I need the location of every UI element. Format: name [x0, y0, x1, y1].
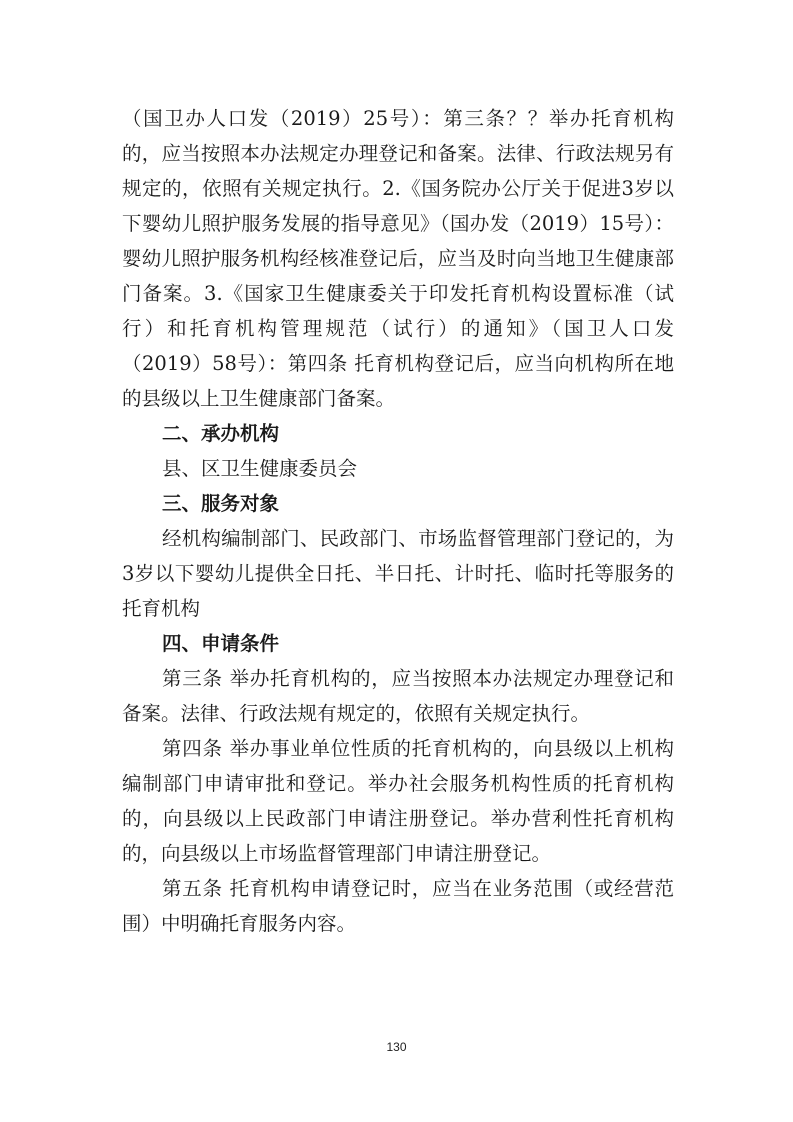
document-body	[122, 101, 674, 941]
paragraph-article-5: 第五条 托育机构申请登记时，应当在业务范围（或经营范围）中明确托育服务内容。	[122, 877, 674, 935]
page-number: 130	[386, 1040, 407, 1054]
paragraph-organizer: 县、区卫生健康委员会	[162, 457, 358, 480]
heading-application-conditions: 四、申请条件	[162, 632, 280, 655]
heading-service-target: 三、服务对象	[162, 492, 280, 515]
paragraph-article-4: 第四条 举办事业单位性质的托育机构的，向县级以上机构编制部门申请审批和登记。举办社会服务机构性质的托育机构的，向县级以上民政部门申请注册登记。举办营利性托育机构的，向县级以上市场监督管理部门申请注册登记。	[122, 737, 674, 865]
paragraph-service-target: 经机构编制部门、民政部门、市场监督管理部门登记的，为3岁以下婴幼儿提供全日托、半日托、计时托、临时托等服务的托育机构	[122, 527, 674, 620]
paragraph-article-3: 第三条 举办托育机构的，应当按照本办法规定办理登记和备案。法律、行政法规有规定的，依照有关规定执行。	[122, 667, 674, 725]
heading-organizer: 二、承办机构	[162, 422, 280, 445]
paragraph-legal-basis-continued: （国卫办人口发（2019）25号）：第三条？？举办托育机构的，应当按照本办法规定办理登记和备案。法律、行政法规另有规定的，依照有关规定执行。2.《国务院办公厅关于促进3岁以下婴幼儿照护服务发展的指导意见》（国办发（2019）15号）：婴幼儿照护服务机构经核准登记后，应当及时向当地卫生健康部门备案。3.《国家卫生健康委关于印发托育机构设置标准（试行）和托育机构管理规范（试行）的通知》（国卫人口发（2019）58号）：第四条 托育机构登记后，应当向机构所在地的县级以上卫生健康部门备案。	[122, 107, 674, 410]
